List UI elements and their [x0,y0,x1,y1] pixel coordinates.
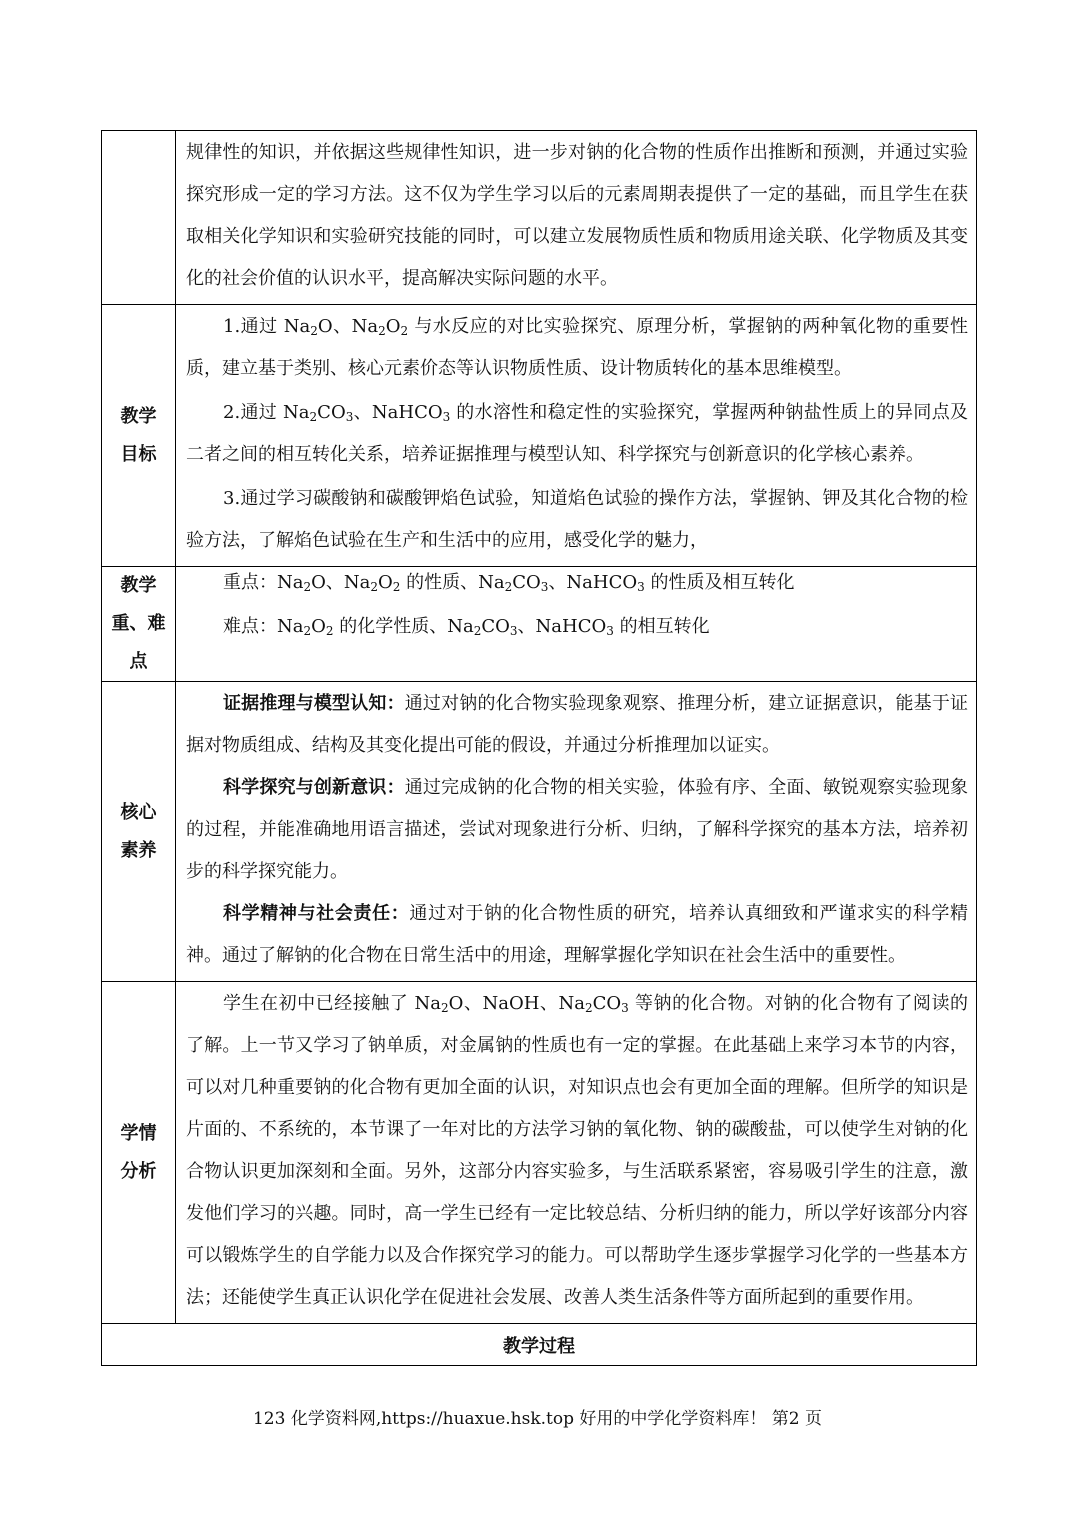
row-label-teaching-goals [102,305,176,567]
label-line: 素养 [120,839,157,861]
teaching-process-header: 教学过程 [102,1324,977,1366]
label-line: 教学 [120,575,157,596]
row-label-learner-analysis [102,982,176,1324]
row-label-empty [102,131,176,305]
label-line: 重、难 [111,613,166,634]
row-content-learner-analysis [176,982,977,1324]
label-line: 核心 [120,801,157,823]
page-footer [0,1407,1075,1431]
row-label-key-difficult-points [102,567,176,682]
row-content-background [176,131,977,305]
table-row [102,1324,977,1366]
goal-item-3: 3.通过学习碳酸钠和碳酸钾焰色试验，知道焰色试验的操作方法，掌握钠、钾及其化合物的检验方法，了解焰色试验在生产和生活中的应用，感受化学的魅力， [186,488,968,551]
row-content-key-difficult-points [176,567,977,682]
label-line: 目标 [120,443,157,465]
goal-item-2: 2.通过 $Na_2CO_3$、NaHCO$_3$ 的水溶性和稳定性的实验探究，掌握两种钠盐性质上的异同点及二者之间的相互转化关系，培养证据推理与模型认知、科学探究与创新意识的化学核心素养。 [186,402,968,465]
literacy-item-3: 科学精神与社会责任：通过对于钠的化合物性质的研究，培养认真细致和严谨求实的科学精神。通过了解钠的化合物在日常生活中的用途，理解掌握化学知识在社会生活中的重要性。 [186,903,969,966]
row-content-core-literacy [176,682,977,982]
difficult-point-line: 难点：$Na_2O_2$ 的化学性质、$Na_2CO_3$、NaHCO$_3$ 的相互转化 [223,616,710,638]
key-point-line: 重点：$Na_2O$、$Na_2O_2$ 的性质、$Na_2CO_3$、NaHCO$_3$ 的性质及相互转化 [223,572,795,594]
page-number: 第2 页 [771,1409,823,1429]
lesson-plan-table [101,130,977,1366]
row-label-core-literacy [102,682,176,982]
table-row [102,682,977,982]
analysis-paragraph: 学生在初中已经接触了 $Na_2O$、NaOH、$Na_2CO_3$ 等钠的化合物。对钠的化合物有了阅读的了解。上一节又学习了钠单质，对金属钠的性质也有一定的掌握。在此基础上来学习本节的内容，可以对几种重要钠的化合物有更加全面的认识，对知识点也会有更加全面的理解。但所学的知识是片面的、不系统的，本节课了一年对比的方法学习钠的氧化物、钠的碳酸盐，可以使学生对钠的化合物认识更加深刻和全面。另外，这部分内容实验多，与生活联系紧密，容易吸引学生的注意，激发他们学习的兴趣。同时，高一学生已经有一定比较总结、分析归纳的能力，所以学好该部分内容可以锻炼学生的自学能力以及合作探究学习的能力。可以帮助学生逐步掌握学习化学的一些基本方法；还能使学生真正认识化学在促进社会发展、改善人类生活条件等方面所起到的重要作用。 [186,993,968,1308]
literacy-item-1: 证据推理与模型认知：通过对钠的化合物实验现象观察、推理分析，建立证据意识，能基于证据对物质组成、结构及其变化提出可能的假设，并通过分析推理加以证实。 [186,693,968,756]
table-row [102,982,977,1324]
goal-item-1: 1.通过 $Na_2O$、$Na_2O_2$ 与水反应的对比实验探究、原理分析，掌握钠的两种氧化物的重要性质，建立基于类别、核心元素价态等认识物质性质、设计物质转化的基本思维模型。 [186,316,968,379]
literacy-item-2: 科学探究与创新意识：通过完成钠的化合物的相关实验，体验有序、全面、敏锐观察实验现象的过程，并能准确地用语言描述，尝试对现象进行分析、归纳，了解科学探究的基本方法，培养初步的科学探究能力。 [186,777,968,882]
label-line: 学情 [120,1122,157,1144]
label-line: 分析 [120,1160,157,1182]
footer-text: 123 化学资料网,https://huaxue.hsk.top 好用的中学化学资料库！ [252,1409,772,1429]
table-row [102,305,977,567]
table-row [102,131,977,305]
label-line: 点 [129,651,148,672]
row-content-teaching-goals [176,305,977,567]
background-paragraph: 规律性的知识，并依据这些规律性知识，进一步对钠的化合物的性质作出推断和预测，并通过实验探究形成一定的学习方法。这不仅为学生学习以后的元素周期表提供了一定的基础，而且学生在获取相关化学知识和实验研究技能的同时，可以建立发展物质性质和物质用途关联、化学物质及其变化的社会价值的认识水平，提高解决实际问题的水平。 [186,142,968,289]
table-row [102,567,977,682]
label-line: 教学 [120,405,157,427]
